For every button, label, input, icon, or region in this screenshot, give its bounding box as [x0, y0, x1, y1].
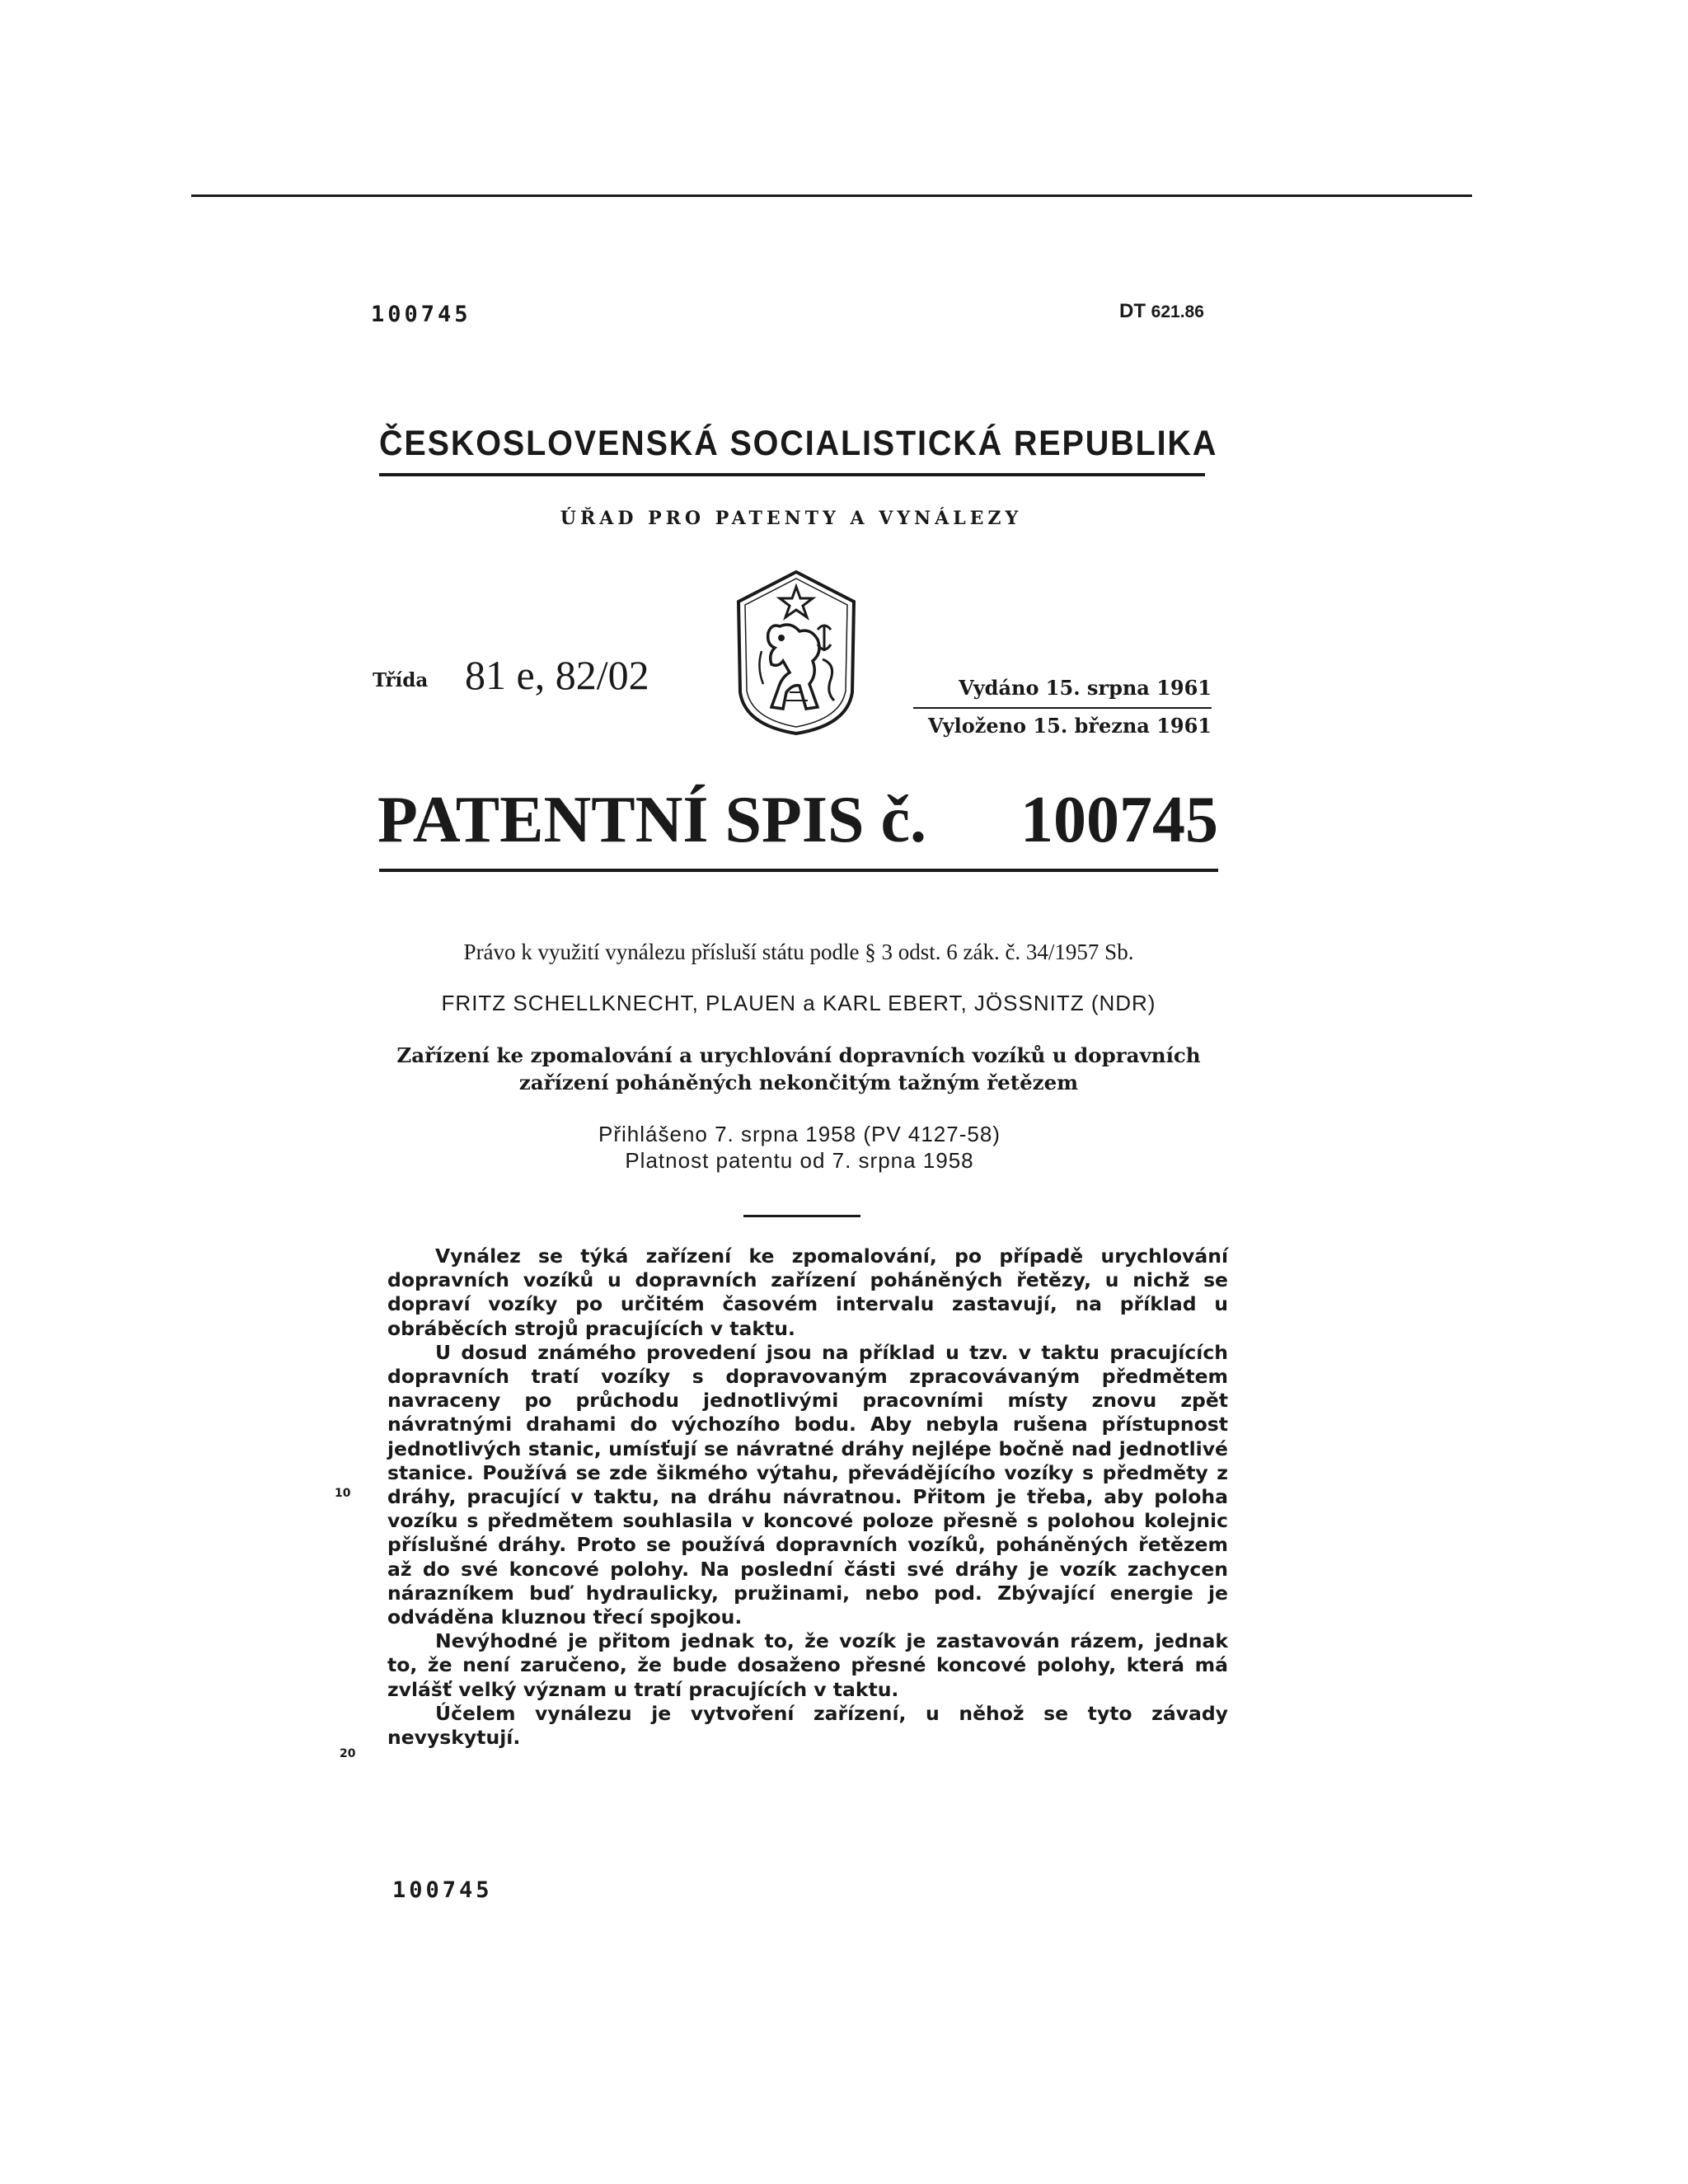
validity-date: Platnost patentu od 7. srpna 1958: [625, 1148, 974, 1173]
paragraph: U dosud známého provedení jsou na příklad u tzv. v taktu pracujících dopravních tratí vozíky s dopravovaným zpracovávaným předmětem navraceny po průchodu jednotlivými pracovními místy znovu zpět návratnými drahami do výchozího bodu. Aby nebyla rušena přístupnost jednotlivých stanic, umísťují se návratné dráhy nejlépe bočně nad jednotlivé stanice. Používá se zde šikmého výtahu, převádějícího vozíky s předměty z dráhy, pracující v taktu, na dráhu návratnou. Přitom je třeba, aby poloha vozíku s předmětem souhlasila v koncové poloze přesně s polohou kolejnic příslušné dráhy. Proto se používá dopravních vozíků, poháněných řetězem až do své koncové polohy. Na poslední části své dráhy je vozík zachycen nárazníkem buď hydraulicky, pružinami, nebo pod. Zbývající energie je odváděna kluznou třecí spojkou.: [387, 1340, 1228, 1629]
subject-title: [363, 1042, 1235, 1096]
dt-label: DT: [1119, 300, 1146, 322]
subject-line-1: Zařízení ke zpomalování a urychlování dopravních vozíků u dopravních: [396, 1043, 1201, 1067]
title-rule: [379, 869, 1218, 872]
office-name: ÚŘAD PRO PATENTY A VYNÁLEZY: [560, 508, 1023, 529]
section-divider: [743, 1215, 860, 1217]
laid-open-date: Vyloženo 15. března 1961: [927, 714, 1212, 738]
paragraph: Vynález se týká zařízení ke zpomalování, po případě urychlování dopravních vozíků u dopravních zařízení poháněných řetězy, u nichž se dopraví vozíky po určitém časovém intervalu zastavují, na příklad u obráběcích strojů pracujících v taktu.: [387, 1244, 1228, 1340]
issued-date: Vydáno 15. srpna 1961: [959, 676, 1212, 700]
patent-title-text: PATENTNÍ SPIS č.: [377, 784, 927, 856]
body-text: [387, 1244, 1228, 1750]
country-name: ČESKOSLOVENSKÁ SOCIALISTICKÁ REPUBLIKA: [379, 424, 1218, 463]
patent-title-number: 100745: [1020, 784, 1218, 856]
top-rule: [191, 194, 1472, 197]
country-rule: [379, 473, 1205, 476]
state-emblem-icon: [732, 569, 860, 737]
paragraph: Nevýhodné je přitom jednak to, že vozík je zastavován rázem, jednak to, že není zaručeno, že bude dosaženo přesné koncové polohy, která má zvlášť velký význam u tratí pracujících v taktu.: [387, 1629, 1228, 1701]
dt-number: 621.86: [1151, 302, 1204, 321]
patent-title: [377, 783, 1218, 858]
class-label: Třída: [373, 669, 429, 691]
filing-info: [495, 1121, 1104, 1174]
header-patent-number: 100745: [371, 302, 471, 327]
footer-patent-number: 100745: [392, 1877, 493, 1903]
class-value: 81 e, 82/02: [465, 652, 649, 698]
header-dt-code: [1119, 300, 1204, 323]
line-number-20: 20: [340, 1747, 356, 1760]
subject-line-2: zařízení poháněných nekončitým tažným řetězem: [518, 1071, 1079, 1094]
rights-statement: Právo k využití vynálezu přísluší státu podle § 3 odst. 6 zák. č. 34/1957 Sb.: [463, 940, 1134, 964]
inventors: FRITZ SCHELLKNECHT, PLAUEN a KARL EBERT, JÖSSNITZ (NDR): [441, 991, 1156, 1015]
dates-divider: [913, 707, 1212, 709]
filed-date: Přihlášeno 7. srpna 1958 (PV 4127-58): [598, 1122, 1001, 1146]
line-number-10: 10: [335, 1487, 351, 1500]
paragraph: Účelem vynálezu je vytvoření zařízení, u něhož se tyto závady nevyskytují.: [387, 1701, 1228, 1750]
